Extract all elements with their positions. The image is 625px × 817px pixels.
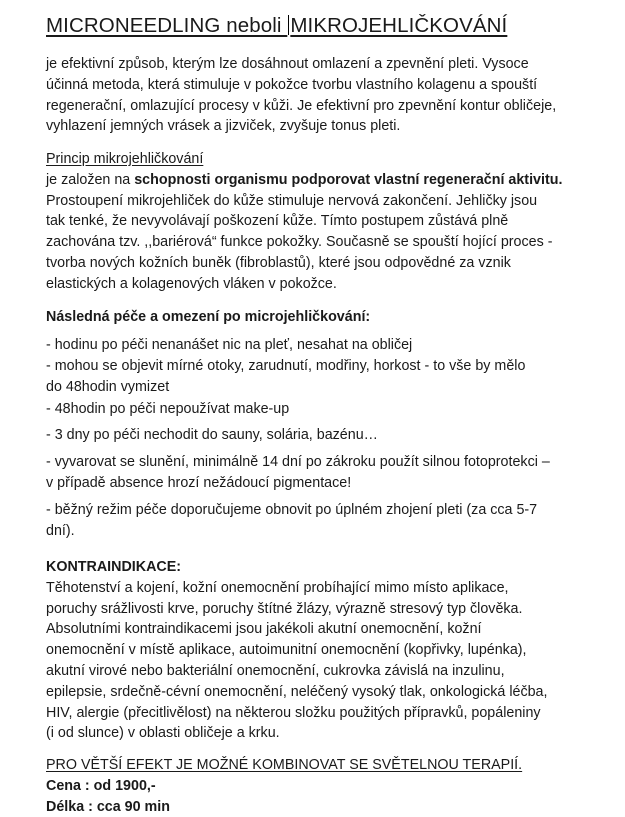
contraindications-line: Těhotenství a kojení, kožní onemocnění probíhající mimo místo aplikace,: [46, 579, 509, 596]
principle-line: elastických a kolagenových vláken v pokožce.: [46, 275, 337, 292]
aftercare-line: - 48hodin po péči nepoužívat make-up: [46, 401, 290, 417]
contraindications-line: (i od slunce) v oblasti obličeje a krku.: [46, 725, 280, 742]
aftercare-item-5: [46, 500, 606, 542]
price-label: Cena : od 1900,-: [46, 777, 156, 794]
principle-line: zachována tzv. ,,bariérová“ funkce pokožky. Současně se spouští hojící proces -: [46, 234, 553, 251]
principle-first-line: [46, 170, 606, 191]
title-part-1: MICRONEEDLING neboli: [46, 14, 288, 37]
principle-section: [46, 149, 606, 295]
aftercare-line: - mohou se objevit mírné otoky, zarudnutí, modřiny, horkost - to vše by mělo: [46, 357, 526, 374]
duration-label: Délka : cca 90 min: [46, 798, 170, 815]
contraindications-heading: KONTRAINDIKACE:: [46, 559, 182, 575]
contraindications-line: onemocnění v místě aplikace, autoimunitní onemocnění (kopřivky, lupénka),: [46, 642, 527, 659]
footer-section: [46, 755, 606, 817]
aftercare-line: dní).: [46, 522, 75, 539]
aftercare-line: - běžný režim péče doporučujeme obnovit po úplném zhojení pleti (za cca 5-7: [46, 502, 538, 518]
contraindications-line: Absolutními kontraindikacemi jsou jakékoli akutní onemocnění, kožní: [46, 621, 482, 638]
intro-line: regenerační, omlazující procesy v kůži. Je efektivní pro zpevnění kontur obličeje,: [46, 97, 557, 114]
contraindications-line: epilepsie, srdečně-cévní onemocnění, neléčený vysoký tlak, onkologická léčba,: [46, 683, 548, 700]
aftercare-line: - vyvarovat se slunění, minimálně 14 dní po zákroku použít silnou fotoprotekci –: [46, 454, 550, 470]
aftercare-item-1: [46, 335, 606, 397]
principle-bold-phrase: schopnosti organismu podporovat vlastní regenerační aktivitu.: [134, 171, 563, 188]
contraindications-line: HIV, alergie (přecitlivělost) na některou složku použitých přípravků, popáleniny: [46, 704, 541, 721]
aftercare-line: do 48hodin vymizet: [46, 378, 170, 395]
title-part-2: MIKROJEHLIČKOVÁNÍ: [290, 14, 508, 37]
combo-note: PRO VĚTŠÍ EFEKT JE MOŽNÉ KOMBINOVAT SE SVĚTELNOU TERAPIÍ.: [46, 757, 523, 773]
contraindications-line: poruchy srážlivosti krve, poruchy štítné žlázy, výrazně stresový typ člověka.: [46, 600, 523, 617]
aftercare-item-4: [46, 452, 606, 494]
page-title: [46, 14, 507, 38]
principle-line: tvorba nových kožních buněk (fibroblastů), které jsou odpovědné za vznik: [46, 254, 511, 271]
contraindications-line: akutní virové nebo bakteriální onemocnění, cukrovka závislá na inzulinu,: [46, 662, 505, 679]
principle-heading: Princip mikrojehličkování: [46, 151, 204, 167]
aftercare-heading: [46, 307, 606, 328]
intro-line: účinná metoda, která stimuluje v pokožce tvorbu vlastního kolagenu a spouští: [46, 76, 538, 93]
principle-line: Prostoupení mikrojehliček do kůže stimuluje nervová zakončení. Jehličky jsou: [46, 192, 538, 209]
contraindications-section: [46, 557, 606, 744]
aftercare-item-3: [46, 425, 606, 446]
aftercare-line: - hodinu po péči nenanášet nic na pleť, nesahat na obličej: [46, 337, 413, 353]
intro-line: je efektivní způsob, kterým lze dosáhnout omlazení a zpevnění pleti. Vysoce: [46, 56, 529, 72]
aftercare-line: v případě absence hrozí nežádoucí pigmentace!: [46, 474, 352, 491]
aftercare-item-2: [46, 399, 606, 420]
principle-line: tak tenké, že nevyvolávají poškození kůže. Tímto postupem zůstává plně: [46, 213, 509, 230]
intro-paragraph: [46, 54, 606, 137]
principle-lead: je založen na: [46, 171, 135, 188]
aftercare-line: - 3 dny po péči nechodit do sauny, solária, bazénu…: [46, 427, 378, 443]
intro-line: vyhlazení jemných vrásek a jizviček, zvyšuje tonus pleti.: [46, 118, 401, 135]
aftercare-heading-text: Následná péče a omezení po microjehličkování:: [46, 309, 371, 325]
